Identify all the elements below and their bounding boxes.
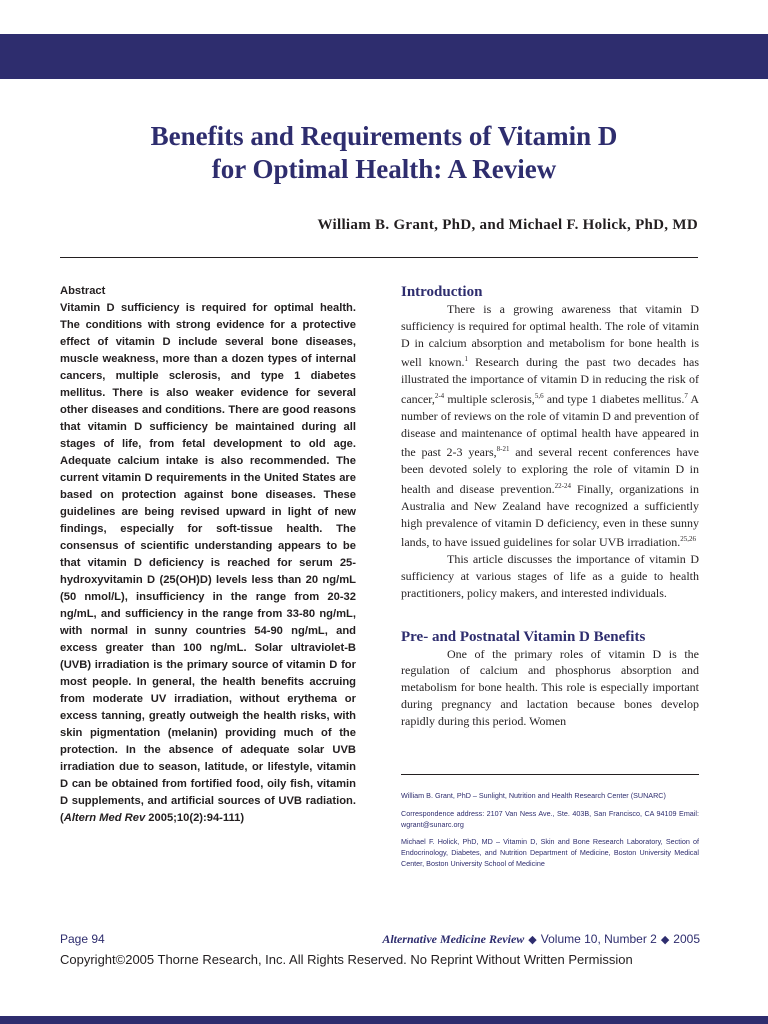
intro-text-b: Research during the past two decades has illustrated the importance of vitamin D in reducing the risk of cancer, bbox=[401, 355, 700, 406]
abstract-label: Abstract bbox=[60, 285, 106, 297]
authors: William B. Grant, PhD, and Michael F. Holick, PhD, MD bbox=[317, 217, 698, 233]
footnote-divider bbox=[401, 774, 699, 775]
ref-2: 2-4 bbox=[434, 391, 445, 400]
diamond-separator-icon: ◆ bbox=[660, 933, 670, 946]
footnote-grant-affiliation: William B. Grant, PhD – Sunlight, Nutrition and Health Research Center (SUNARC) bbox=[401, 791, 666, 800]
section-2-heading: Pre- and Postnatal Vitamin D Benefits bbox=[401, 628, 646, 645]
intro-text-d: and type 1 diabetes mellitus. bbox=[543, 391, 685, 406]
abstract: Abstract Vitamin D sufficiency is required for optimal health. The conditions with strong evidence for a protective effect of vitamin D include several bone diseases, muscle weakness, more than a dozen types of internal cancers, multiple sclerosis, and type 1 diabetes mellitus. There is also weaker evidence for several other diseases and conditions. There are good reasons that vitamin D sufficiency be maintained during all stages of life, from fetal development to old age. Adequate calcium intake is also recommended. The current vitamin D requirements in the United States are based on protection against bone diseases. These guidelines are being revised upward in light of new findings, especially for soft-tissue health. The consensus of scientific understanding appears to be that vitamin D deficiency is reached for serum 25-hydroxyvitamin D (25(OH)D) levels less than 20 ng/mL (50 nmol/L), insufficiency in the range from 20-32 ng/mL, and sufficiency in the range from 33-80 ng/mL, with normal in sunny countries 54-90 ng/mL, and excess greater than 100 ng/mL. Solar ultraviolet-B (UVB) irradiation is the primary source of vitamin D for most people. In general, the health benefits accruing from moderate UV irradiation, without erythema or excess tanning, greatly outweigh the health risks, with skin pigmentation (melanin) providing much of the protection. In the absence of adequate solar UVB irradiation due to season, latitude, or lifestyle, vitamin D can be obtained from fortified food, oily fish, vitamin D supplements, and artificial sources of UVB radiation. (Altern Med Rev 2005;10(2):94-111) bbox=[60, 285, 356, 824]
journal-volume: Volume 10, Number 2 bbox=[540, 932, 657, 946]
copyright-notice: Copyright©2005 Thorne Research, Inc. All Rights Reserved. No Reprint Without Written Permission bbox=[60, 952, 633, 967]
introduction-heading: Introduction bbox=[401, 284, 483, 300]
intro-text-g: Finally, organizations in Australia and New Zealand have recognized a sufficiently high prevalence of vitamin D deficiency, even in these sunny lands, to have issued guidelines for solar UVB irradiation. bbox=[401, 481, 699, 550]
abstract-text: Vitamin D sufficiency is required for optimal health. The conditions with strong evidence for a protective effect of vitamin D include several bone diseases, muscle weakness, more than a dozen types of internal cancers, multiple sclerosis, and type 1 diabetes mellitus. There is also weaker evidence for several other diseases and conditions. There are good reasons that vitamin D sufficiency be maintained during all stages of life, from fetal development to old age. Adequate calcium intake is also recommended. The current vitamin D requirements in the United States are based on protection against bone diseases. These guidelines are being revised upward in light of new findings, especially for soft-tissue health. The consensus of scientific understanding appears to be that vitamin D deficiency is reached for serum 25-hydroxyvitamin D (25(OH)D) levels less than 20 ng/mL (50 nmol/L), insufficiency in the range from 20-32 ng/mL, and sufficiency in the range from 33-80 ng/mL, with normal in sunny countries 54-90 ng/mL, and excess greater than 100 ng/mL. Solar ultraviolet-B (UVB) irradiation is the primary source of vitamin D for most people. In general, the health benefits accruing from moderate UV irradiation, without erythema or excess tanning, greatly outweigh the health risks, with skin pigmentation (melanin) providing much of the protection. In the absence of adequate solar UVB irradiation due to season, latitude, or lifestyle, vitamin D can be obtained from fortified food, oily fish, vitamin D supplements, and artificial sources of UVB radiation. bbox=[60, 302, 356, 807]
citation-journal: Altern Med Rev bbox=[63, 812, 146, 824]
footnote-holick-affiliation: Michael F. Holick, PhD, MD – Vitamin D, Skin and Bone Research Laboratory, Section of Endocrinology, Diabetes, and Nutrition Department of Medicine, Boston University Medical Center, Boston University School of Medicine bbox=[401, 837, 699, 868]
ref-4: 7 bbox=[684, 391, 688, 400]
ref-3: 5,6 bbox=[534, 391, 544, 400]
title-divider bbox=[60, 257, 698, 258]
citation-details: 2005;10(2):94-111) bbox=[145, 812, 245, 824]
footnote-grant-address: Correspondence address: 2107 Van Ness Ave., Ste. 403B, San Francisco, CA 94109 Email: wgrant@sunarc.org bbox=[401, 808, 699, 829]
body-column bbox=[401, 283, 699, 730]
author-footnotes bbox=[401, 791, 699, 877]
ref-6: 22-24 bbox=[554, 481, 571, 490]
journal-year: 2005 bbox=[673, 932, 700, 946]
intro-text-a: There is a growing awareness that vitamin D sufficiency is required for optimal health. The role of vitamin D in calcium absorption and metabolism for bone health is well known. bbox=[401, 302, 699, 370]
diamond-separator-icon: ◆ bbox=[528, 933, 537, 946]
article-title-line-1: Benefits and Requirements of Vitamin D bbox=[150, 121, 618, 151]
article-title bbox=[60, 120, 708, 186]
journal-info bbox=[382, 932, 700, 947]
footer-band bbox=[0, 1016, 768, 1024]
introduction-paragraph-1 bbox=[401, 301, 699, 551]
header-band bbox=[0, 34, 768, 79]
introduction-paragraph-2: This article discusses the importance of vitamin D sufficiency at various stages of life as a guide to health practitioners, policy makers, and interested individuals. bbox=[401, 552, 699, 600]
journal-name: Alternative Medicine Review bbox=[382, 932, 525, 946]
ref-5: 8-21 bbox=[496, 445, 510, 454]
intro-text-f: and several recent conferences have been devoted solely to exploring the role of vitamin D in health and disease prevention. bbox=[401, 445, 699, 496]
page-number: Page 94 bbox=[60, 932, 105, 946]
section-2-paragraph-1: One of the primary roles of vitamin D is the regulation of calcium and phosphorus absorption and metabolism for bone health. This role is especially important during pregnancy and lactation because bones develop rapidly during this period. Women bbox=[401, 646, 699, 728]
intro-text-c: multiple sclerosis, bbox=[444, 391, 535, 406]
ref-1: 1 bbox=[464, 355, 468, 364]
intro-text-e: A number of reviews on the role of vitamin D and prevention of disease and maintenance of optimal health have appeared in the past 2-3 years, bbox=[401, 391, 699, 460]
article-title-line-2: for Optimal Health: A Review bbox=[211, 154, 557, 184]
ref-7: 25,26 bbox=[680, 535, 697, 544]
